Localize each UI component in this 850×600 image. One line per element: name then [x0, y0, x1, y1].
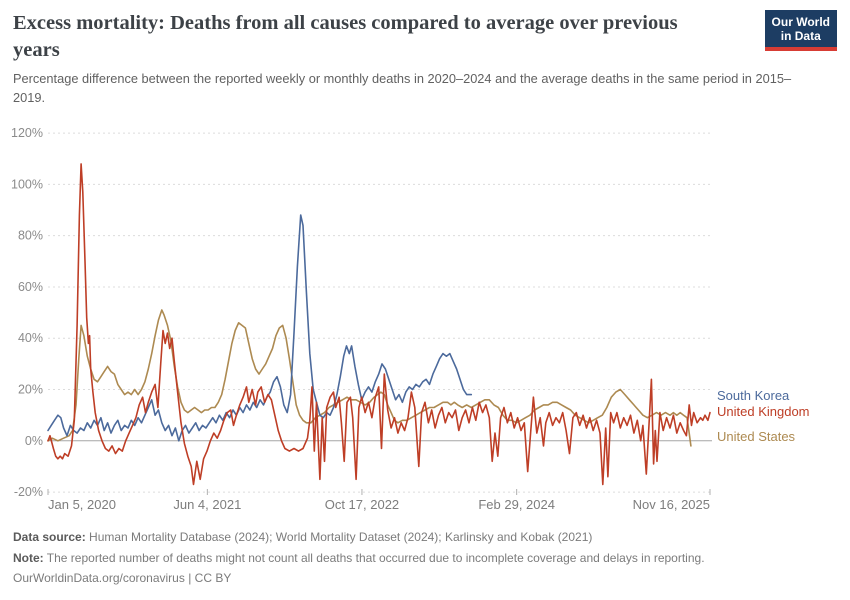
chart-title: Excess mortality: Deaths from all causes compared to average over previous years: [13, 12, 678, 62]
y-axis-label: 40%: [17, 331, 43, 346]
series-line-south-korea: [48, 215, 471, 441]
footer-license-line: [13, 570, 833, 587]
y-axis-label: 20%: [17, 382, 43, 397]
footer-note-line: [13, 550, 833, 567]
x-axis-label: Oct 17, 2022: [324, 497, 400, 512]
x-axis-label: Nov 16, 2025: [632, 497, 710, 512]
owid-logo-line2: in Data: [780, 29, 821, 44]
y-axis-label: 120%: [11, 126, 43, 141]
footer-note-label: Note:: [13, 551, 44, 565]
y-axis-label: 100%: [11, 177, 43, 192]
y-axis-label: -20%: [13, 485, 43, 500]
footer-source-label: Data source:: [13, 530, 86, 544]
license-separator: |: [184, 571, 195, 585]
series-line-united-kingdom: [48, 164, 710, 485]
chart-subtitle: Percentage difference between the reported weekly or monthly deaths in 2020–2024 and the average deaths in the same period in 2015–2019.: [13, 71, 792, 106]
license-label: CC BY: [194, 571, 232, 585]
legend-label-united-kingdom[interactable]: United Kingdom: [717, 404, 810, 419]
legend-label-united-states[interactable]: United States: [717, 429, 796, 444]
footer-note-text: The reported number of deaths might not count all deaths that occurred due to incomplete coverage and delays in reporting.: [43, 551, 705, 565]
x-axis-label: Jan 5, 2020: [48, 497, 116, 512]
y-axis-label: 0%: [24, 433, 43, 448]
footer-source-line: [13, 529, 833, 546]
x-axis-label: Feb 29, 2024: [478, 497, 555, 512]
legend-label-south-korea[interactable]: South Korea: [717, 388, 790, 403]
footer-source-text: Human Mortality Database (2024); World Mortality Dataset (2024); Karlinsky and Kobak (2021): [85, 530, 593, 544]
y-axis-label: 80%: [17, 228, 43, 243]
owid-url-link[interactable]: OurWorldinData.org/coronavirus: [13, 571, 185, 585]
x-axis-label: Jun 4, 2021: [173, 497, 242, 512]
y-axis-label: 60%: [17, 279, 43, 294]
owid-logo-line1: Our World: [771, 15, 830, 29]
